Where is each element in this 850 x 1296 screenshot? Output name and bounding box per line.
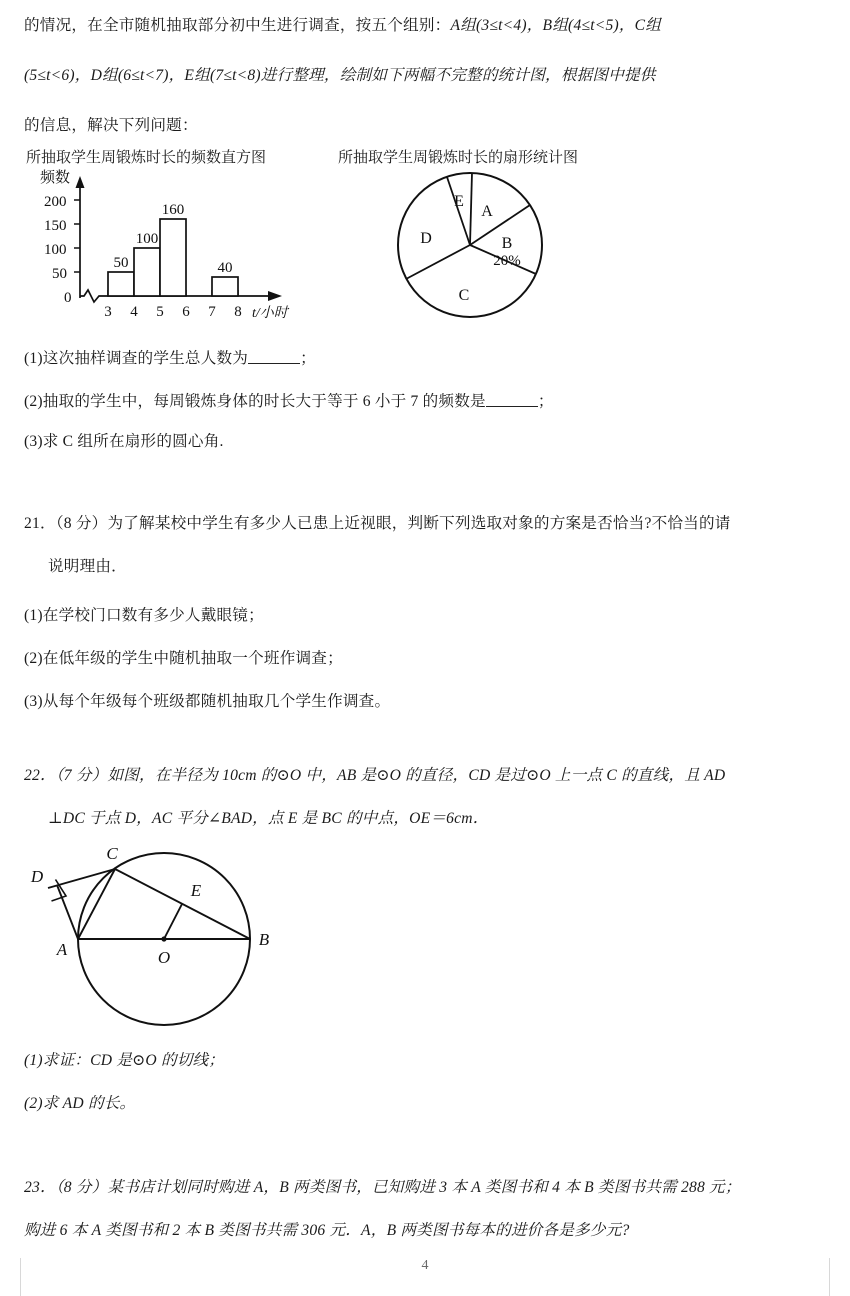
segment-OE <box>164 904 182 939</box>
problem23-line2 <box>24 1223 834 1239</box>
problem20-line1-groups: A组(3≤t<4)，B组(4≤t<5)，C组 <box>450 17 662 34</box>
problem21-item2-text: (2)在低年级的学生中随机抽取一个班作调查； <box>24 650 343 667</box>
y-tick-100: 100 <box>44 242 67 258</box>
x-tick-4: 4 <box>130 304 138 320</box>
pie-chart-title-text: 所抽取学生周锻炼时长的扇形统计图 <box>338 150 579 166</box>
problem21-line1-text: 21．（8 分）为了解某校中学生有多少人已患上近视眼，判断下列选取对象的方案是否恰当?不恰当的请 <box>24 515 731 532</box>
problem20-q3-text: (3)求 C 组所在扇形的圆心角. <box>24 433 224 450</box>
problem22-item2 <box>24 1096 834 1112</box>
label-C: C <box>106 845 118 863</box>
problem20-q1 <box>24 348 834 366</box>
pie-label-E: E <box>454 193 464 210</box>
pie-label-C: C <box>458 287 470 304</box>
problem20-q1-text: (1)这次抽样调查的学生总人数为 <box>24 349 249 367</box>
problem21-line1 <box>24 516 834 532</box>
problem20-line3-text: 的信息，解决下列问题： <box>24 117 198 134</box>
page-number <box>0 1258 850 1274</box>
label-E: E <box>190 881 202 900</box>
segment-AC <box>78 869 115 939</box>
bar-5-6 <box>160 219 186 296</box>
x-tick-5: 5 <box>156 304 164 320</box>
y-tick-200: 200 <box>44 194 67 210</box>
circle-geometry-figure <box>24 845 294 1040</box>
problem21-item2 <box>24 651 834 667</box>
problem22-line2-text: ⊥DC 于点 D，AC 平分∠BAD，点 E 是 BC 的中点，OE＝6cm． <box>48 810 489 827</box>
bar-label-50: 50 <box>113 255 129 271</box>
histogram-y-axis-label: 频数 <box>40 170 71 186</box>
x-tick-6: 6 <box>182 304 190 320</box>
problem21-item1-text: (1)在学校门口数有多少人戴眼镜； <box>24 607 264 624</box>
problem22-item2-text: (2)求 AD 的长。 <box>24 1095 136 1112</box>
problem20-line1-text: 的情况，在全市随机抽取部分初中生进行调查，按五个组别： <box>24 17 451 34</box>
sector-pie-chart <box>390 166 565 331</box>
problem23-line1-text: 23．（8 分）某书店计划同时购进 A，B 两类图书，已知购进 3 本 A 类图书和 4 本 B 类图书共需 288 元； <box>24 1179 741 1196</box>
problem21-line2 <box>48 559 850 575</box>
y-tick-150: 150 <box>44 218 67 234</box>
segment-DC <box>48 869 115 888</box>
problem23-line1 <box>24 1180 834 1196</box>
histogram-x-axis-label: t/小时 <box>252 306 288 321</box>
problem22-line1-text: 22．（7 分）如图，在半径为 10cm 的⊙O 中，AB 是⊙O 的直径，CD 是过⊙O 上一点 C 的直线，且 AD <box>24 767 726 784</box>
pie-label-B: B <box>501 235 513 252</box>
problem20-q1-suffix: ； <box>300 349 316 367</box>
bar-chart-title <box>26 146 266 167</box>
answer-blank-q2[interactable] <box>486 391 538 407</box>
problem22-item1 <box>24 1053 834 1069</box>
page-edge-mark-right <box>829 1258 830 1296</box>
bar-3-4 <box>108 272 134 296</box>
bar-7-8 <box>212 277 238 296</box>
problem23-line2-text: 购进 6 本 A 类图书和 2 本 B 类图书共需 306 元．A，B 两类图书每本的进价各是多少元? <box>24 1222 630 1239</box>
x-tick-8: 8 <box>234 304 242 320</box>
label-A: A <box>56 940 68 959</box>
page-edge-mark-left <box>20 1258 21 1296</box>
x-tick-7: 7 <box>208 304 216 320</box>
bar-chart-title-text: 所抽取学生周锻炼时长的频数直方图 <box>26 150 267 166</box>
label-B: B <box>258 930 270 949</box>
problem22-line1 <box>24 768 834 784</box>
bar-label-100: 100 <box>135 231 159 247</box>
problem20-q2-suffix: ； <box>537 392 554 410</box>
y-tick-0: 0 <box>64 290 72 306</box>
bar-4-5 <box>134 248 160 296</box>
pie-label-D: D <box>420 230 432 247</box>
problem22-item1-text: (1)求证：CD 是⊙O 的切线； <box>24 1052 225 1069</box>
problem21-item3 <box>24 694 834 710</box>
problem22-line2 <box>48 811 850 827</box>
pie-chart-title <box>338 146 578 167</box>
problem20-line2 <box>24 68 834 84</box>
pie-label-B-percent: 20% <box>493 253 521 269</box>
problem20-q2-text: (2)抽取的学生中，每周锻炼身体的时长大于等于 6 小于 7 的频数是 <box>24 392 486 410</box>
answer-blank-q1[interactable] <box>248 348 300 364</box>
label-O: O <box>157 948 171 967</box>
problem21-item3-text: (3)从每个年级每个班级都随机抽取几个学生作调查。 <box>24 693 391 710</box>
problem20-line2-text: (5≤t<6)，D组(6≤t<7)，E组(7≤t<8)进行整理，绘制如下两幅不完整的统计图，根据图中提供 <box>24 67 656 84</box>
problem20-q2 <box>24 391 834 409</box>
segment-CB <box>115 869 250 939</box>
bar-label-160: 160 <box>161 202 185 218</box>
pie-label-A: A <box>481 203 493 220</box>
bar-label-40: 40 <box>217 260 233 276</box>
label-D: D <box>30 867 44 886</box>
problem20-line3 <box>24 118 834 134</box>
x-tick-3: 3 <box>104 304 112 320</box>
problem21-line2-text: 说明理由． <box>48 558 127 575</box>
point-O-dot <box>161 936 166 941</box>
frequency-histogram <box>20 166 330 331</box>
segment-AD <box>57 885 78 939</box>
y-tick-50: 50 <box>52 266 67 282</box>
problem21-item1 <box>24 608 834 624</box>
problem20-line1 <box>24 18 834 34</box>
problem20-q3 <box>24 434 834 450</box>
page-number-text: 4 <box>421 1258 429 1273</box>
